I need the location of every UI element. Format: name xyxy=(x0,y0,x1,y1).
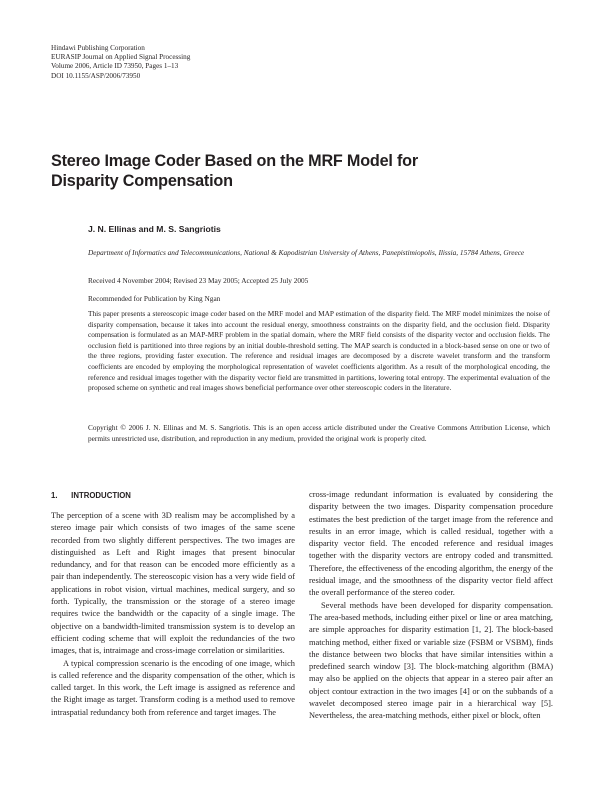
section-heading xyxy=(51,491,131,500)
right-column xyxy=(309,489,553,723)
doi-line: DOI 10.1155/ASP/2006/73950 xyxy=(51,71,141,80)
volume-line: Volume 2006, Article ID 73950, Pages 1–13 xyxy=(51,62,179,71)
paragraph: Several methods have been developed for disparity compensation. The area-based methods, including either pixel or line or area matching, are simple approaches for disparity estimation [1, 2]. The block-based matching method, either fixed or variable size (FSBM or VSBM), finds the distance between two blocks that have similar intensities within a predefined search window [3]. The block-matching algorithm (BMA) may also be applied on the objects that appear in a stereo pair after an object contour extraction in the two images [4] or on the subbands of a wavelet decomposed stereo image pair in a hierarchical way [5]. Nevertheless, the area-matching methods, either pixel or block, often xyxy=(309,600,553,721)
paragraph: cross-image redundant information is evaluated by considering the disparity between the two images. Disparity compensation procedure estimates the best prediction of the target image from the reference and results in an error image, which is called residual, together with a disparity vector field. The encoded reference and residual images together with the disparity vectors are entropy coded and transmitted. Therefore, the effectiveness of the encoding algorithm, the energy of the residual image, and the smoothness of the disparity vector field affect the overall performance of the stereo coder. xyxy=(309,490,553,598)
journal-line: EURASIP Journal on Applied Signal Processing xyxy=(51,53,191,62)
paragraph: The perception of a scene with 3D realism may be accomplished by a stereo image pair which consists of two images of the same scene recorded from two slightly different perspectives. The two images are distinguished as Left and Right images that present binocular redundancy, and for that reason can be encoded more efficiently as a pair than independently. The stereoscopic vision has a very wide field of applications in robot vision, virtual machines, medical surgery, and so forth. Typically, the transmission or the storage of a stereo image requires twice the bandwidth or the capacity of a single image. The objective on a bandwidth-limited transmission system is to develop an efficient coding scheme that will exploit the redundancies of the two images, that is, intraimage and cross-image correlation or similarities. xyxy=(51,511,295,656)
left-column xyxy=(51,510,295,719)
submission-dates: Received 4 November 2004; Revised 23 May 2005; Accepted 25 July 2005 xyxy=(88,276,309,285)
paper-title: Stereo Image Coder Based on the MRF Model for Disparity Compensation xyxy=(51,152,418,190)
paragraph: A typical compression scenario is the encoding of one image, which is called reference and the disparity compensation of the other, which is called target. In this work, the Left image is assigned as reference and the Right image as target. Transform coding is a method used to remove intraspatial redundancy both from reference and target images. The xyxy=(51,658,295,717)
publisher-line: Hindawi Publishing Corporation xyxy=(51,44,145,52)
recommended-by: Recommended for Publication by King Ngan xyxy=(88,294,221,303)
abstract: This paper presents a stereoscopic image coder based on the MRF model and MAP estimation of the disparity field. The MRF model minimizes the noise of disparity compensation, because it takes into account the residual energy, smoothness constraints on the disparity field, and the occlusion field. Disparity compensation is formulated as an MAP-MRF problem in the spatial domain, where the MRF field consists of the disparity vector and occlusion fields. The occlusion field is partitioned into three regions by an initial double-threshold setting. The MAP search is conducted in a block-based sense on one or two of the three regions, providing faster execution. The reference and residual images are decomposed by a discrete wavelet transform and the transform coefficients are encoded by employing the morphological representation of wavelet coefficients algorithm. As a result of the morphological encoding, the reference and residual images together with the disparity vector field are transmitted in partitions, lowering total entropy. The experimental evaluation of the proposed scheme on synthetic and real images shows beneficial performance over other stereoscopic coders in the literature. xyxy=(88,309,550,393)
copyright-notice: Copyright © 2006 J. N. Ellinas and M. S. Sangriotis. This is an open access article distributed under the Creative Commons Attribution License, which permits unrestricted use, distribution, and reproduction in any medium, provided the original work is properly cited. xyxy=(88,423,550,443)
authors: J. N. Ellinas and M. S. Sangriotis xyxy=(88,224,221,234)
section-number: 1. xyxy=(51,491,58,500)
affiliation: Department of Informatics and Telecommunications, National & Kapodistrian University of Athens, Panepistimiopolis, Ilissia, 15784 Athens, Greece xyxy=(88,248,525,257)
section-title: INTRODUCTION xyxy=(71,491,131,500)
journal-header xyxy=(51,44,190,81)
